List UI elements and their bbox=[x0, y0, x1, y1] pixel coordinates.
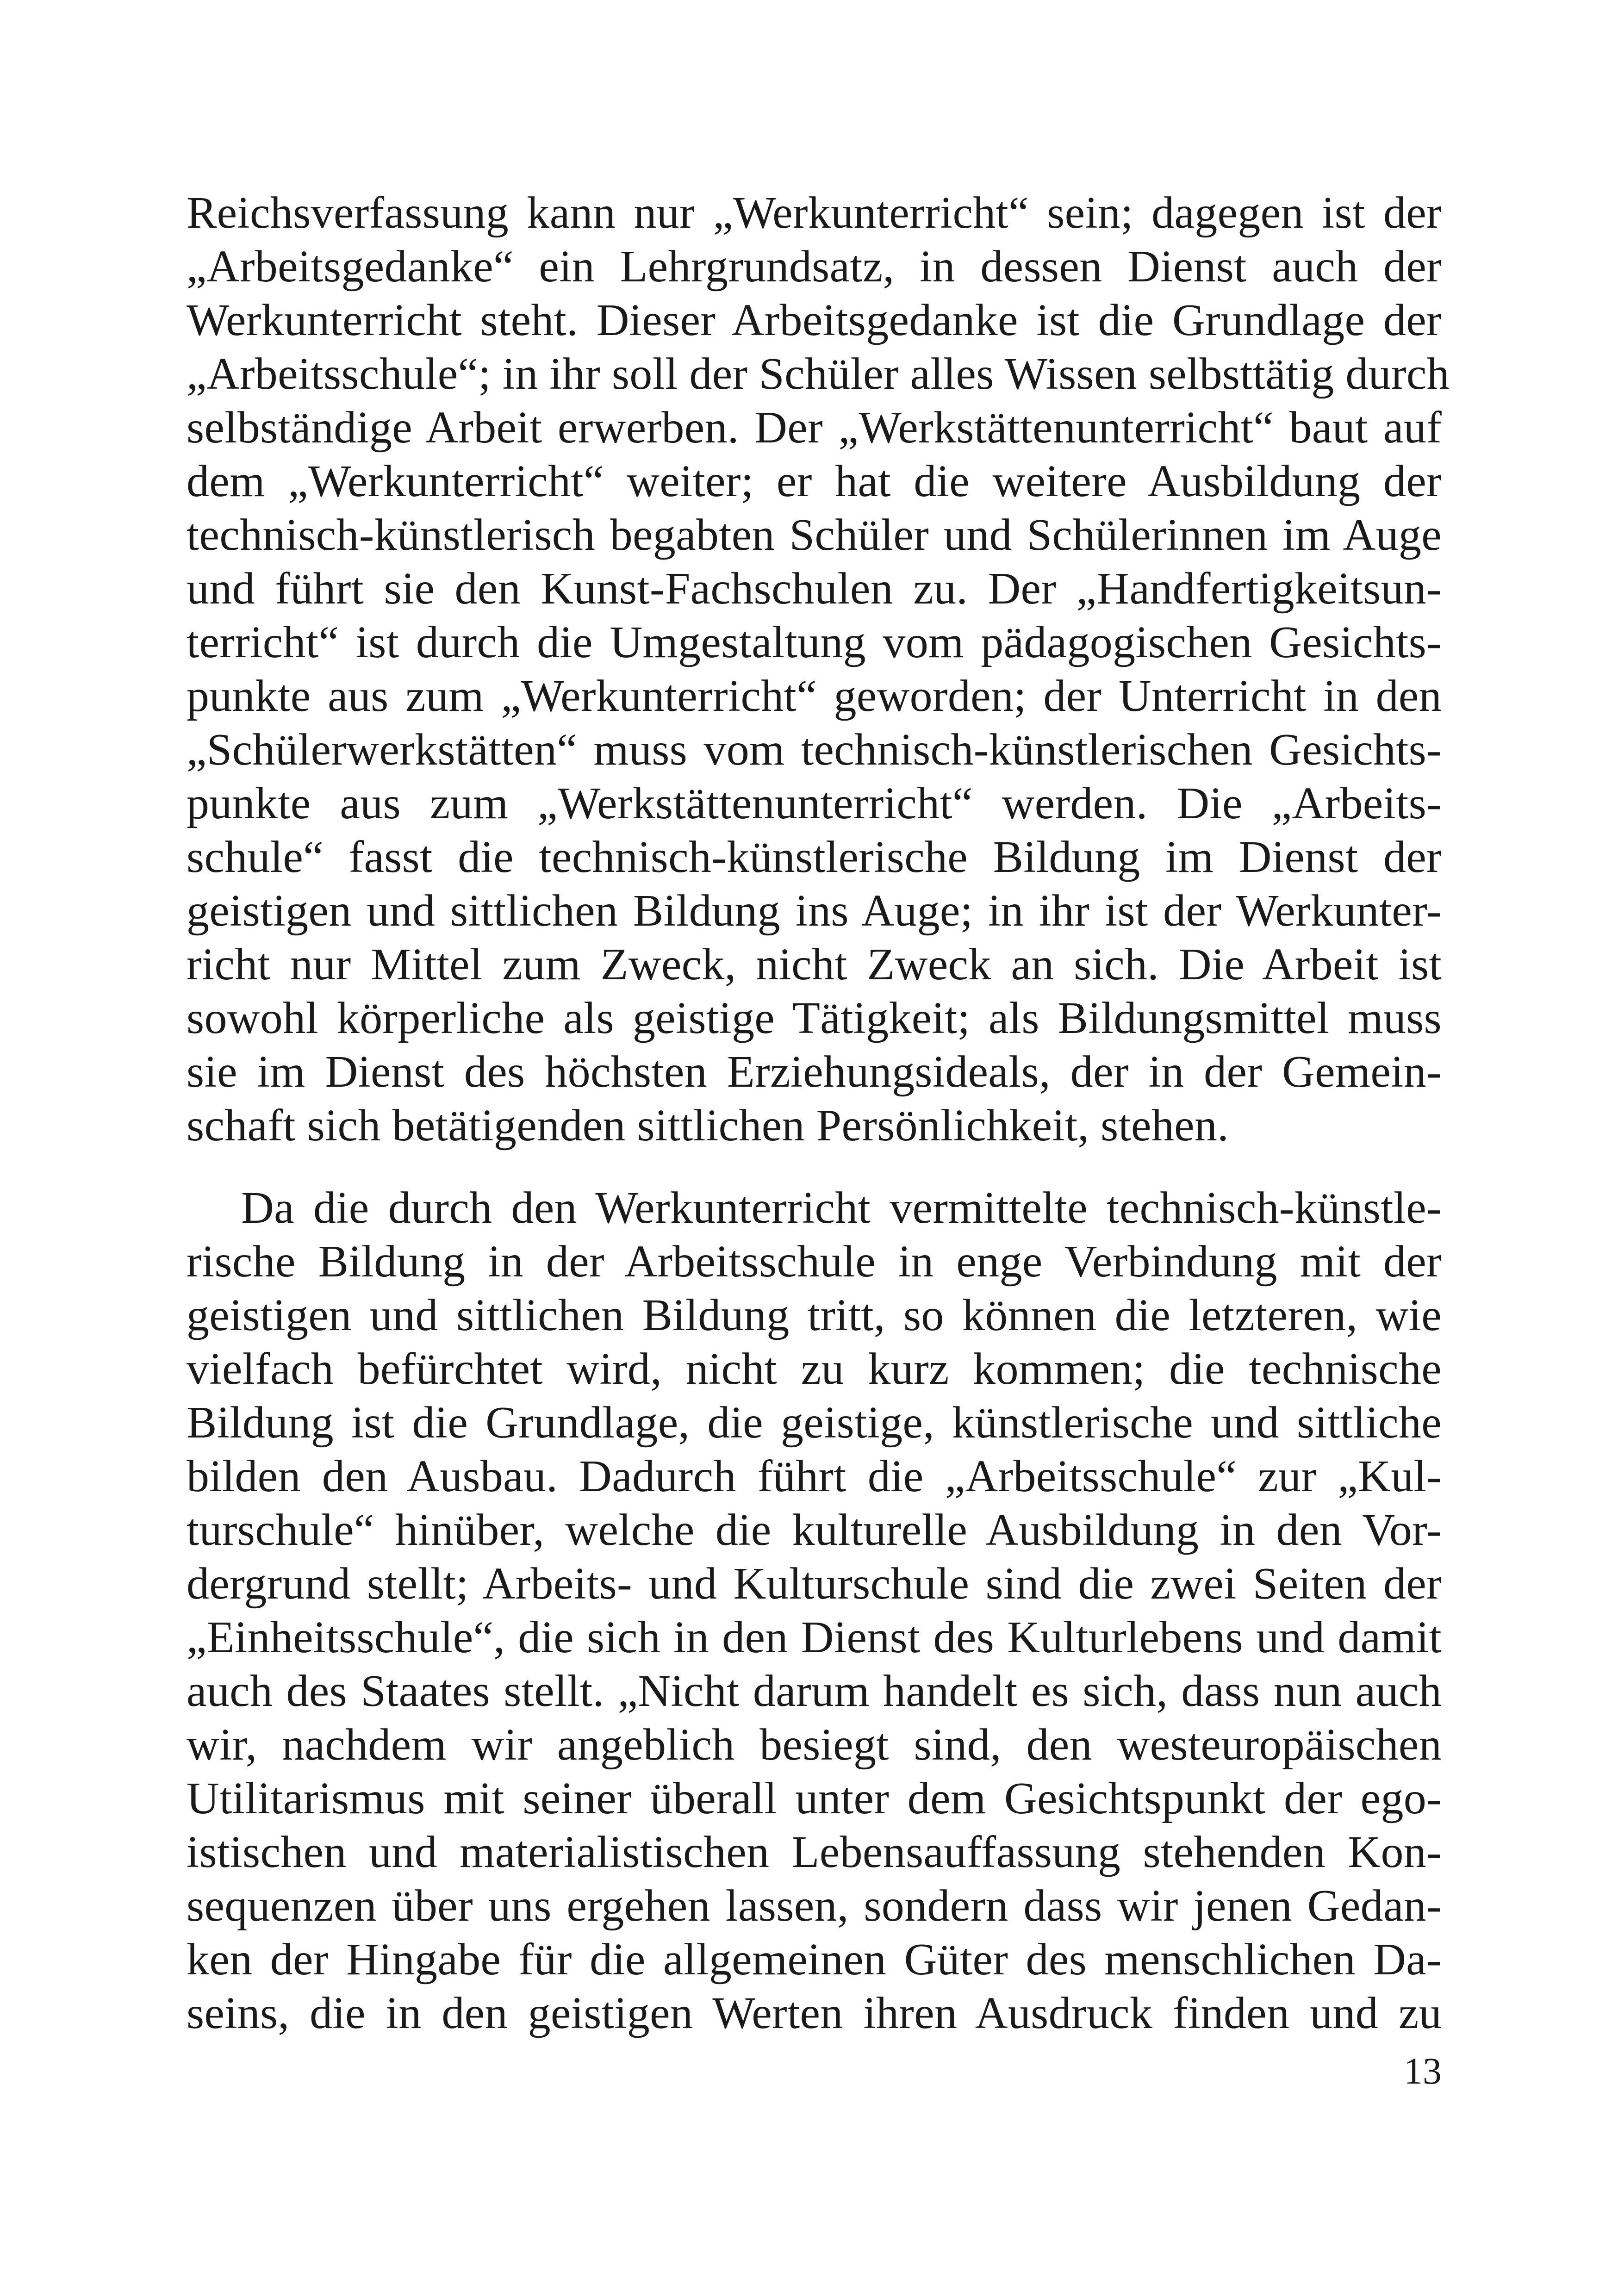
text-line: Da die durch den Werkunterricht vermittelte technisch-künstle- bbox=[241, 1183, 1442, 1233]
text-line: „Arbeitsschule“; in ihr soll der Schüler alles Wissen selbsttätig durch bbox=[187, 349, 1450, 399]
text-line: Werkunterricht steht. Dieser Arbeitsgedanke ist die Grundlage der bbox=[187, 295, 1442, 345]
paragraph-1 bbox=[187, 186, 1450, 1152]
text-line: punkte aus zum „Werkstättenunterricht“ werden. Die „Arbeits- bbox=[187, 778, 1442, 828]
text-line: dem „Werkunterricht“ weiter; er hat die weitere Ausbildung der bbox=[187, 456, 1442, 506]
text-line: sie im Dienst des höchsten Erziehungsideals, der in der Gemein- bbox=[187, 1047, 1442, 1097]
text-line: vielfach befürchtet wird, nicht zu kurz kommen; die technische bbox=[187, 1344, 1442, 1394]
text-line: sequenzen über uns ergehen lassen, sondern dass wir jenen Gedan- bbox=[187, 1881, 1442, 1931]
text-line: Bildung ist die Grundlage, die geistige, künstlerische und sittliche bbox=[187, 1398, 1442, 1448]
text-line: Utilitarismus mit seiner überall unter dem Gesichtspunkt der ego- bbox=[187, 1773, 1442, 1823]
text-line: und führt sie den Kunst-Fachschulen zu. Der „Handfertigkeitsun- bbox=[187, 564, 1442, 614]
text-line: punkte aus zum „Werkunterricht“ geworden; der Unterricht in den bbox=[187, 671, 1442, 721]
body-text bbox=[187, 186, 1450, 2040]
text-line: technisch-künstlerisch begabten Schüler und Schülerinnen im Auge bbox=[187, 510, 1442, 560]
page-number: 13 bbox=[1404, 2050, 1442, 2092]
text-line: turschule“ hinüber, welche die kulturelle Ausbildung in den Vor- bbox=[187, 1505, 1442, 1555]
text-line: sowohl körperliche als geistige Tätigkeit; als Bildungsmittel muss bbox=[187, 993, 1442, 1043]
text-line: „Einheitsschule“, die sich in den Dienst des Kulturlebens und damit bbox=[187, 1612, 1442, 1662]
text-line: „Schülerwerkstätten“ muss vom technisch-künstlerischen Gesichts- bbox=[187, 725, 1442, 775]
text-line: ken der Hingabe für die allgemeinen Güter des menschlichen Da- bbox=[187, 1935, 1442, 1985]
text-line: selbständige Arbeit erwerben. Der „Werkstättenunterricht“ baut auf bbox=[187, 403, 1442, 453]
text-line: istischen und materialistischen Lebensauffassung stehenden Kon- bbox=[187, 1827, 1442, 1877]
text-line: Reichsverfassung kann nur „Werkunterricht“ sein; dagegen ist der bbox=[187, 188, 1442, 238]
text-line: dergrund stellt; Arbeits- und Kulturschule sind die zwei Seiten der bbox=[187, 1559, 1442, 1609]
paragraph-2 bbox=[187, 1181, 1442, 2040]
text-line: geistigen und sittlichen Bildung ins Auge; in ihr ist der Werkunter- bbox=[187, 886, 1442, 936]
text-line: geistigen und sittlichen Bildung tritt, so können die letzteren, wie bbox=[187, 1290, 1442, 1340]
text-line: rische Bildung in der Arbeitsschule in enge Verbindung mit der bbox=[187, 1237, 1442, 1287]
text-line: seins, die in den geistigen Werten ihren Ausdruck finden und zu bbox=[187, 1988, 1442, 2038]
text-line: richt nur Mittel zum Zweck, nicht Zweck an sich. Die Arbeit ist bbox=[187, 940, 1442, 989]
text-line: wir, nachdem wir angeblich besiegt sind, den westeuropäischen bbox=[187, 1720, 1442, 1770]
text-line: auch des Staates stellt. „Nicht darum handelt es sich, dass nun auch bbox=[187, 1666, 1442, 1716]
text-line: schaft sich betätigenden sittlichen Persönlichkeit, stehen. bbox=[187, 1101, 1229, 1151]
text-line: „Arbeitsgedanke“ ein Lehrgrundsatz, in dessen Dienst auch der bbox=[187, 242, 1442, 292]
text-line: terricht“ ist durch die Umgestaltung vom pädagogischen Gesichts- bbox=[187, 617, 1442, 667]
text-line: bilden den Ausbau. Dadurch führt die „Arbeitsschule“ zur „Kul- bbox=[187, 1451, 1442, 1501]
text-line: schule“ fasst die technisch-künstlerische Bildung im Dienst der bbox=[187, 832, 1442, 882]
